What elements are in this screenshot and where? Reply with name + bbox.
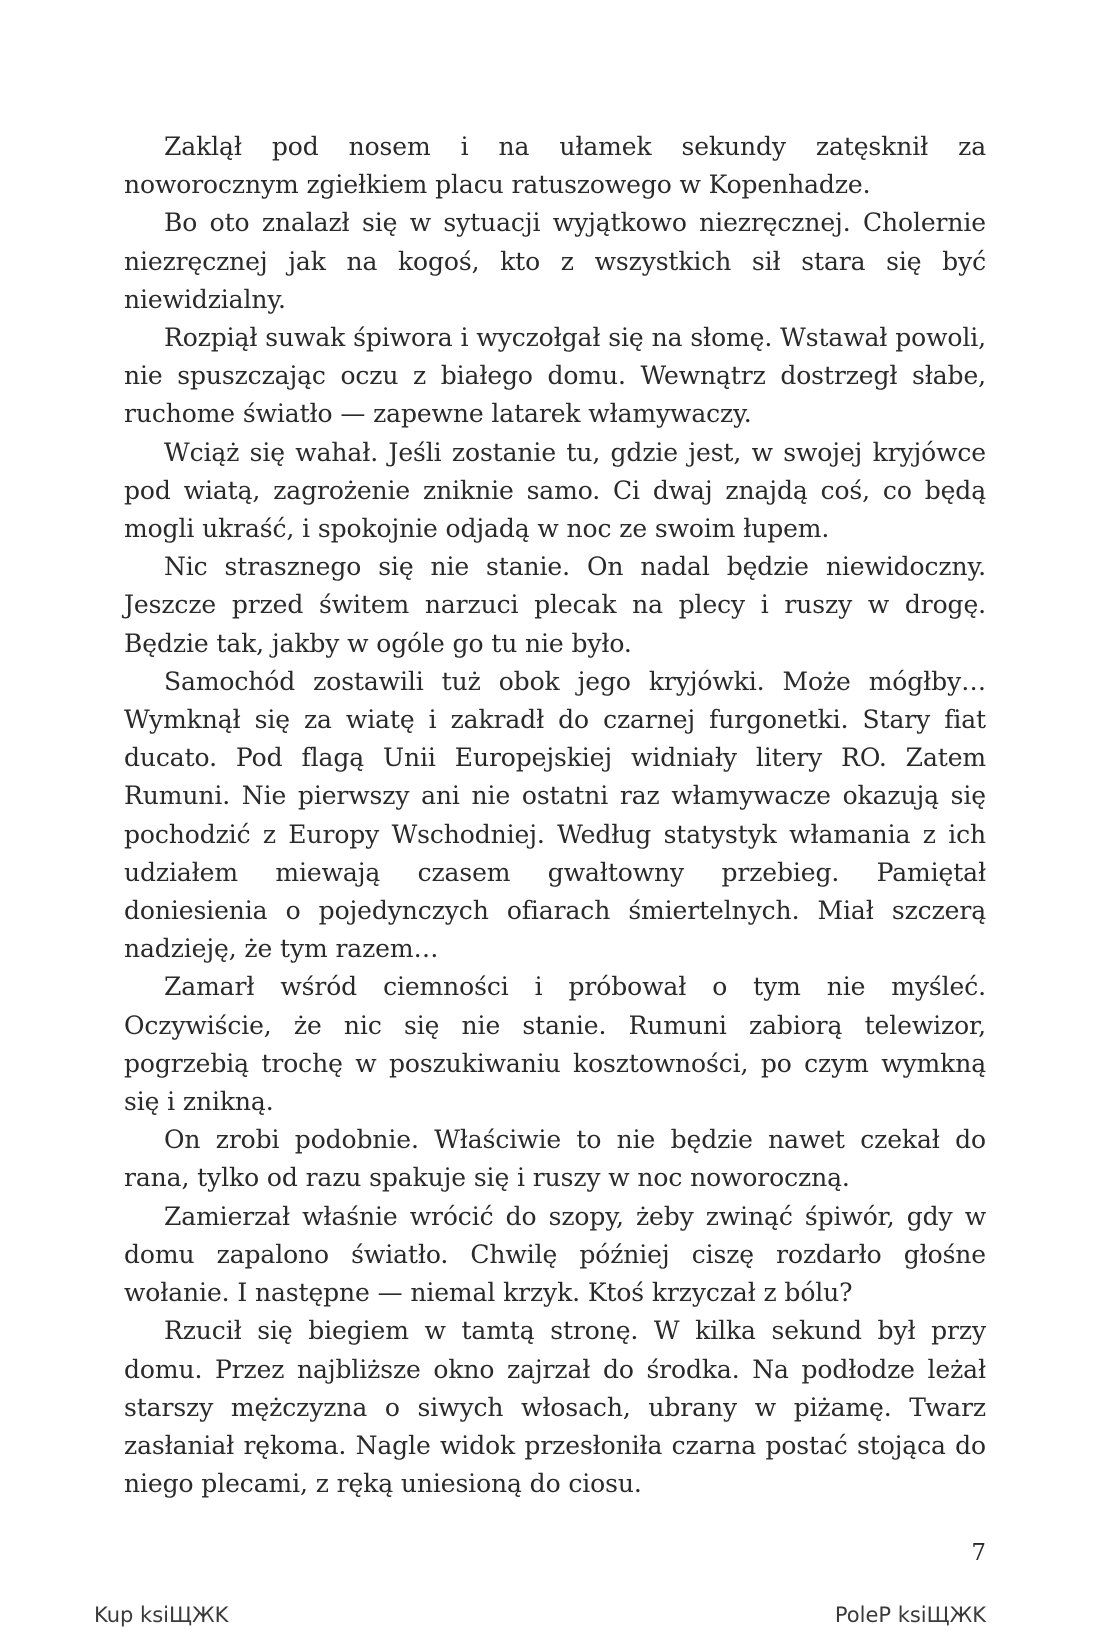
paragraph-9: Zamierzał właśnie wrócić do szopy, żeby zwinąć śpiwór, gdy w domu zapalono światło. Chwilę później ciszę rozdarło głośne wołanie. I następne — niemal krzyk. Ktoś krzyczał z bólu? [124, 1201, 986, 1308]
paragraph-7: Zamarł wśród ciemności i próbował o tym nie myśleć. Oczywiście, że nic się nie stanie. Rumuni zabiorą telewizor, pogrzebią trochę w poszukiwaniu kosztowności, po czym wymkną się i znikną. [124, 972, 986, 1117]
paragraph-4: Wciąż się wahał. Jeśli zostanie tu, gdzie jest, w swojej kryjówce pod wiatą, zagrożenie zniknie samo. Ci dwaj znajdą coś, co będą mogli ukraść, i spokojnie odjadą w noc ze swoim łupem. [124, 437, 986, 544]
footer-recommend-book-link[interactable]: PoleP ksiЩЖK [834, 1603, 986, 1627]
paragraph-5: Nic strasznego się nie stanie. On nadal będzie niewidoczny. Jeszcze przed świtem narzuci plecak na plecy i ruszy w drogę. Będzie tak, jakby w ogóle go tu nie było. [124, 552, 986, 658]
body-text [124, 128, 986, 1503]
page-number: 7 [971, 1540, 986, 1566]
footer-buy-book-link[interactable]: Kup ksiЩЖK [94, 1603, 229, 1627]
paragraph-1: Zaklął pod nosem i na ułamek sekundy zatęsknił za noworocznym zgiełkiem placu ratuszowego w Kopenhadze. [124, 132, 986, 200]
paragraph-8: On zrobi podobnie. Właściwie to nie będzie nawet czekał do rana, tylko od razu spakuje się i ruszy w noc noworoczną. [124, 1125, 986, 1193]
paragraph-6: Samochód zostawili tuż obok jego kryjówki. Może mógłby… Wymknął się za wiatę i zakradł do czarnej furgonetki. Stary fiat ducato. Pod flagą Unii Europejskiej widniały litery RO. Zatem Rumuni. Nie pierwszy ani nie ostatni raz włamywacze okazują się pochodzić z Europy Wschodniej. Według statystyk włamania z ich udziałem miewają czasem gwałtowny przebieg. Pamiętał doniesienia o pojedynczych ofiarach śmiertelnych. Miał szczerą nadzieję, że tym razem… [124, 666, 986, 964]
paragraph-2: Bo oto znalazł się w sytuacji wyjątkowo niezręcznej. Cholernie niezręcznej jak na kogoś, kto z wszystkich sił stara się być niewidzialny. [124, 208, 986, 314]
paragraph-3: Rozpiął suwak śpiwora i wyczołgał się na słomę. Wstawał powoli, nie spuszczając oczu z białego domu. Wewnątrz dostrzegł słabe, ruchome światło — zapewne latarek włamywaczy. [124, 323, 986, 429]
paragraph-10: Rzucił się biegiem w tamtą stronę. W kilka sekund był przy domu. Przez najbliższe okno zajrzał do środka. Na podłodze leżał starszy mężczyzna o siwych włosach, ubrany w piżamę. Twarz zasłaniał rękoma. Nagle widok przesłoniła czarna postać stojąca do niego plecami, z ręką uniesioną do ciosu. [124, 1316, 986, 1499]
